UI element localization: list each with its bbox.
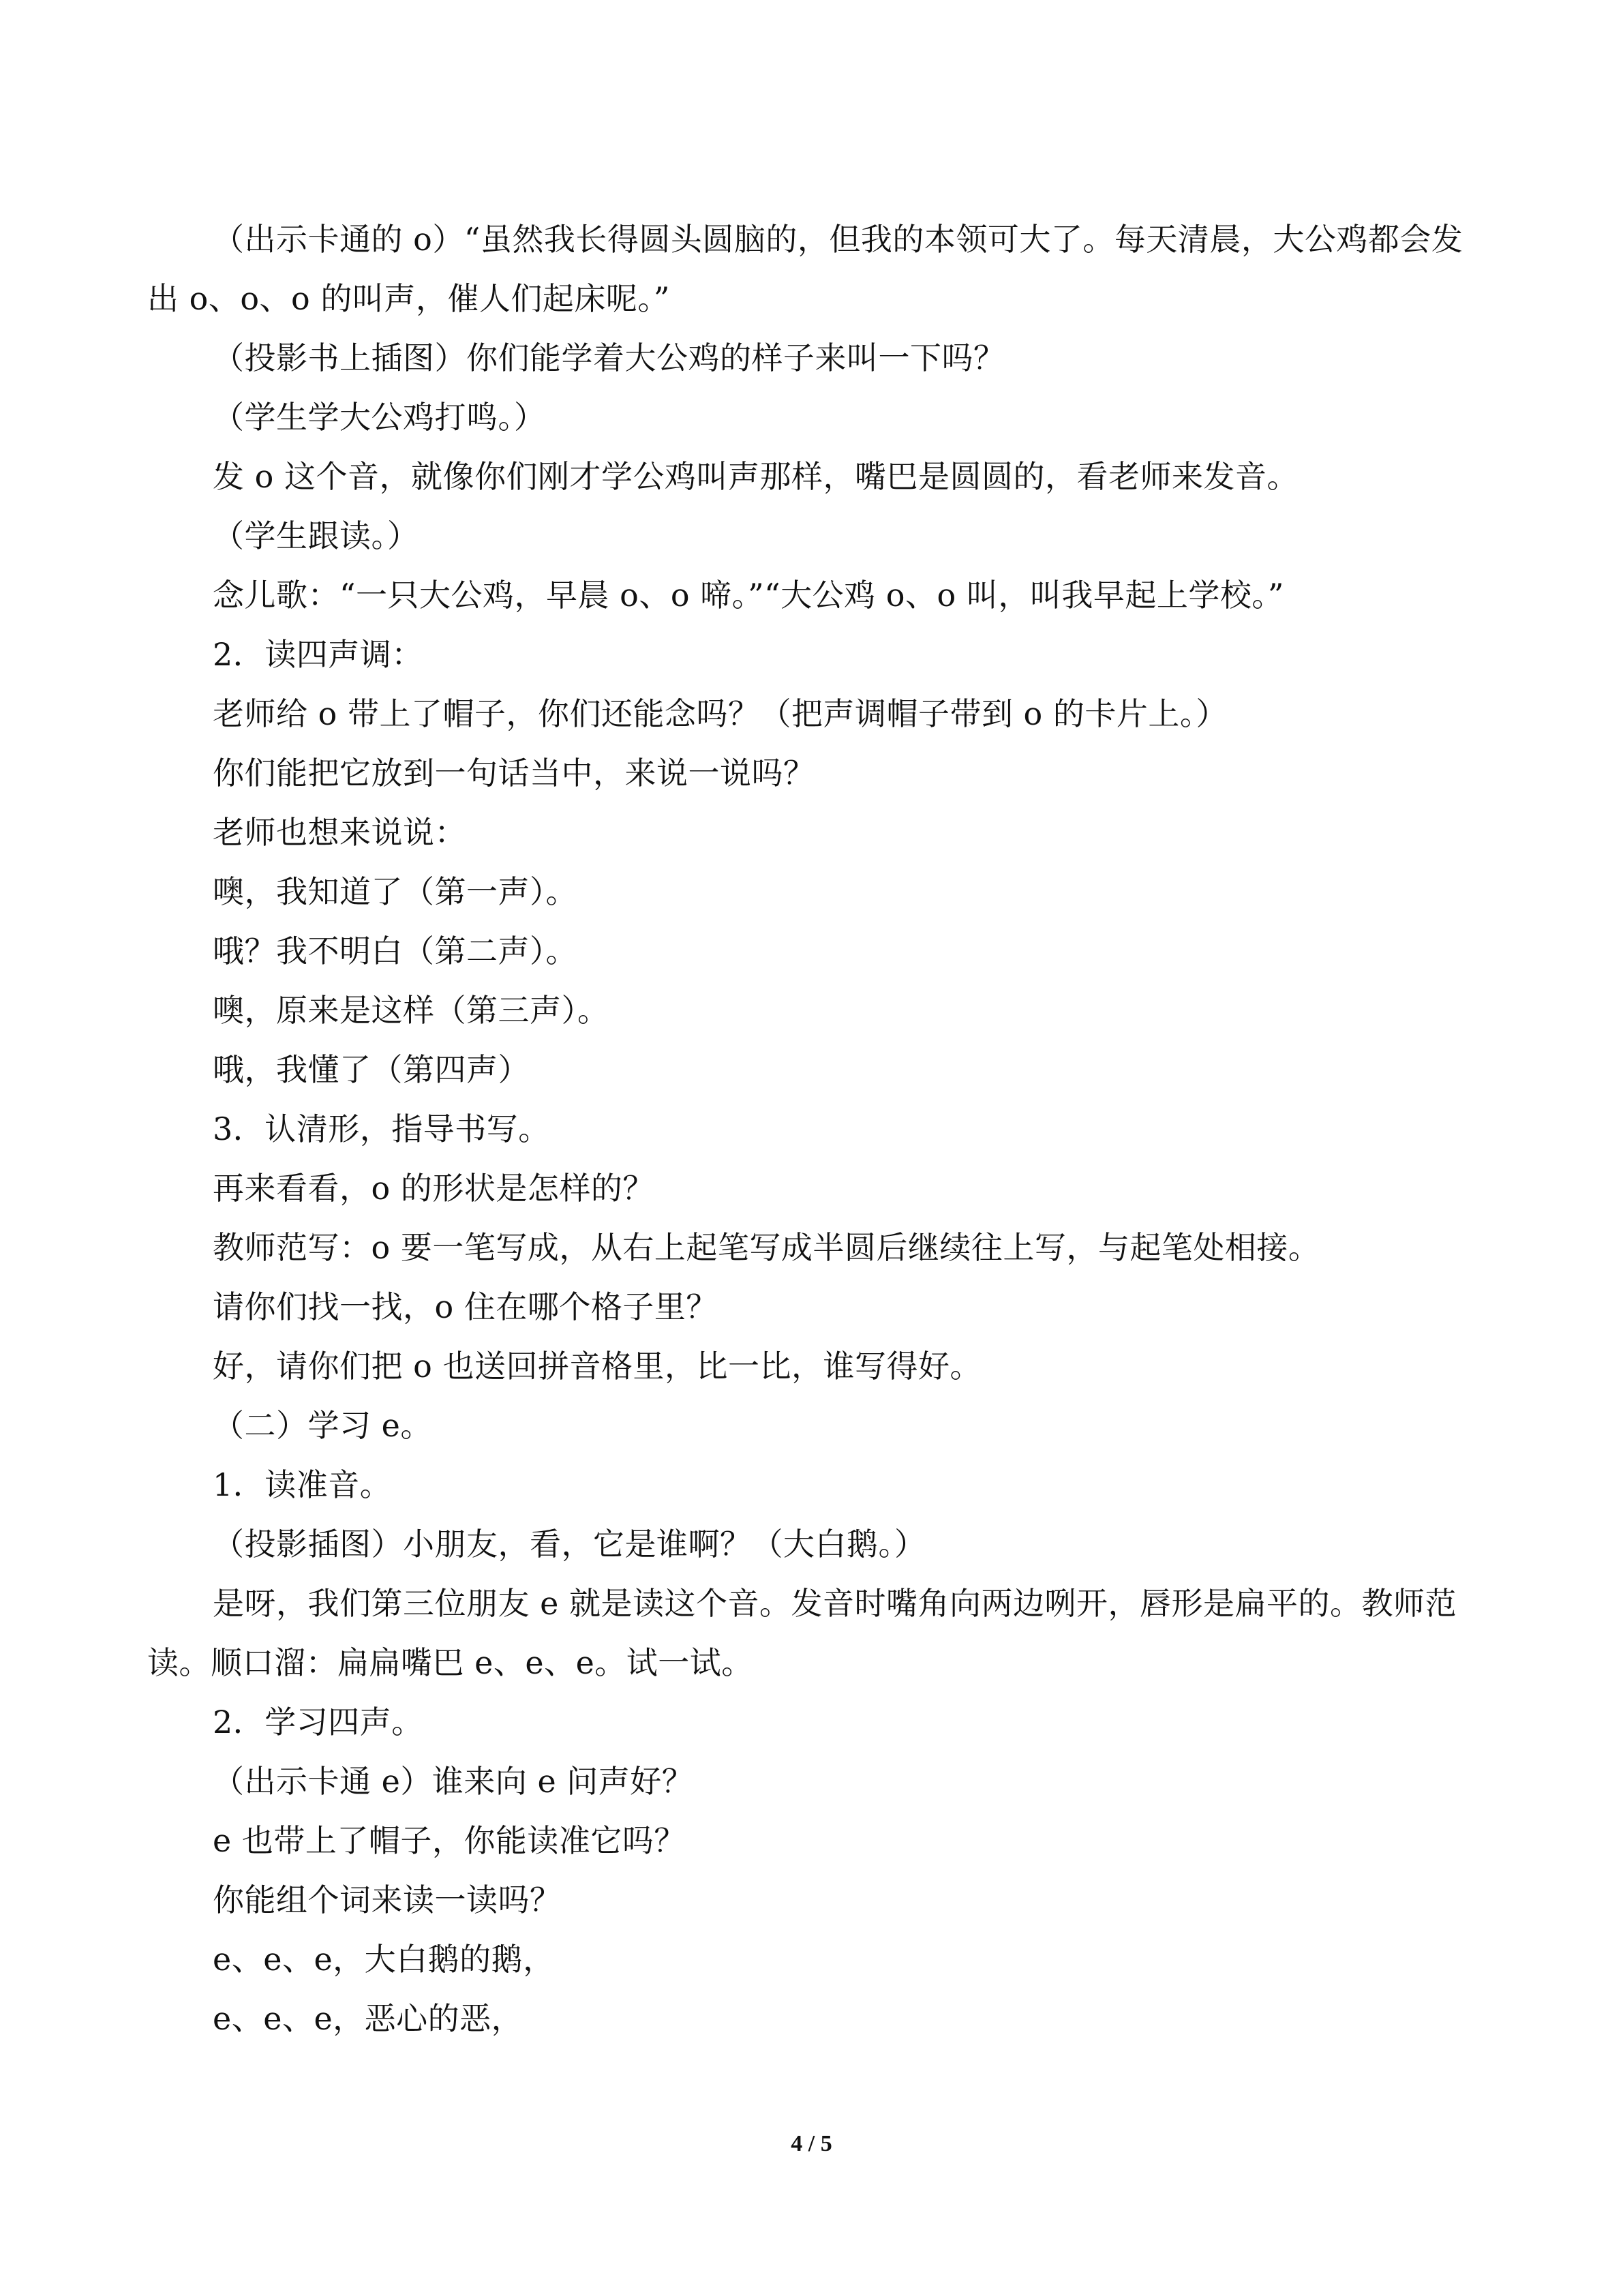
paragraph: 是呀，我们第三位朋友 e 就是读这个音。发音时嘴角向两边咧开，唇形是扁平的。教师范读。顺口溜：扁扁嘴巴 e、e、e。试一试。 xyxy=(147,1585,1457,1681)
paragraph: 噢，我知道了（第一声）。 xyxy=(213,873,577,910)
paragraph: e、e、e，恶心的恶， xyxy=(213,2000,524,2037)
paragraph: 好，请你们把 o 也送回拼音格里，比一比，谁写得好。 xyxy=(213,1348,982,1385)
paragraph: 2．学习四声。 xyxy=(213,1704,423,1740)
body-text xyxy=(147,210,1470,2049)
paragraph: 3．认清形，指导书写。 xyxy=(213,1111,550,1147)
page-number: 4 / 5 xyxy=(791,2131,832,2156)
paragraph: （投影插图）小朋友，看，它是谁啊？（大白鹅。） xyxy=(213,1526,926,1562)
paragraph: 你们能把它放到一句话当中，来说一说吗？ xyxy=(213,755,815,791)
paragraph: 老师也想来说说： xyxy=(213,814,466,851)
paragraph: 噢，原来是这样（第三声）。 xyxy=(213,992,609,1029)
paragraph: 1．读准音。 xyxy=(213,1466,392,1503)
paragraph: （二）学习 e。 xyxy=(213,1407,432,1444)
paragraph: 教师范写：o 要一笔写成，从右上起笔写成半圆后继续往上写，与起笔处相接。 xyxy=(213,1229,1320,1266)
paragraph: 请你们找一找，o 住在哪个格子里？ xyxy=(213,1288,718,1325)
paragraph: 2．读四声调： xyxy=(213,636,423,673)
paragraph: （出示卡通 e）谁来向 e 问声好？ xyxy=(213,1763,694,1800)
paragraph: （学生跟读。） xyxy=(213,517,419,554)
paragraph: 你能组个词来读一读吗？ xyxy=(213,1882,562,1918)
paragraph: e、e、e，大白鹅的鹅， xyxy=(213,1941,555,1978)
paragraph: 念儿歌：“一只大公鸡，早晨 o、o 啼。”“大公鸡 o、o 叫，叫我早起上学校。” xyxy=(213,577,1284,614)
paragraph: （出示卡通的 o）“虽然我长得圆头圆脑的，但我的本领可大了。每天清晨，大公鸡都会发出 o、o、o 的叫声，催人们起床呢。” xyxy=(147,221,1463,317)
paragraph: （投影书上插图）你们能学着大公鸡的样子来叫一下吗？ xyxy=(213,339,1005,376)
paragraph: 再来看看，o 的形状是怎样的？ xyxy=(213,1170,654,1207)
paragraph: 发 o 这个音，就像你们刚才学公鸡叫声那样，嘴巴是圆圆的，看老师来发音。 xyxy=(213,458,1299,495)
paragraph: 哦？我不明白（第二声）。 xyxy=(213,933,577,969)
paragraph: e 也带上了帽子，你能读准它吗？ xyxy=(213,1822,686,1859)
paragraph: 老师给 o 带上了帽子，你们还能念吗？（把声调帽子带到 o 的卡片上。） xyxy=(213,695,1228,732)
paragraph: 哦，我懂了（第四声） xyxy=(213,1051,530,1088)
paragraph: （学生学大公鸡打鸣。） xyxy=(213,399,546,436)
